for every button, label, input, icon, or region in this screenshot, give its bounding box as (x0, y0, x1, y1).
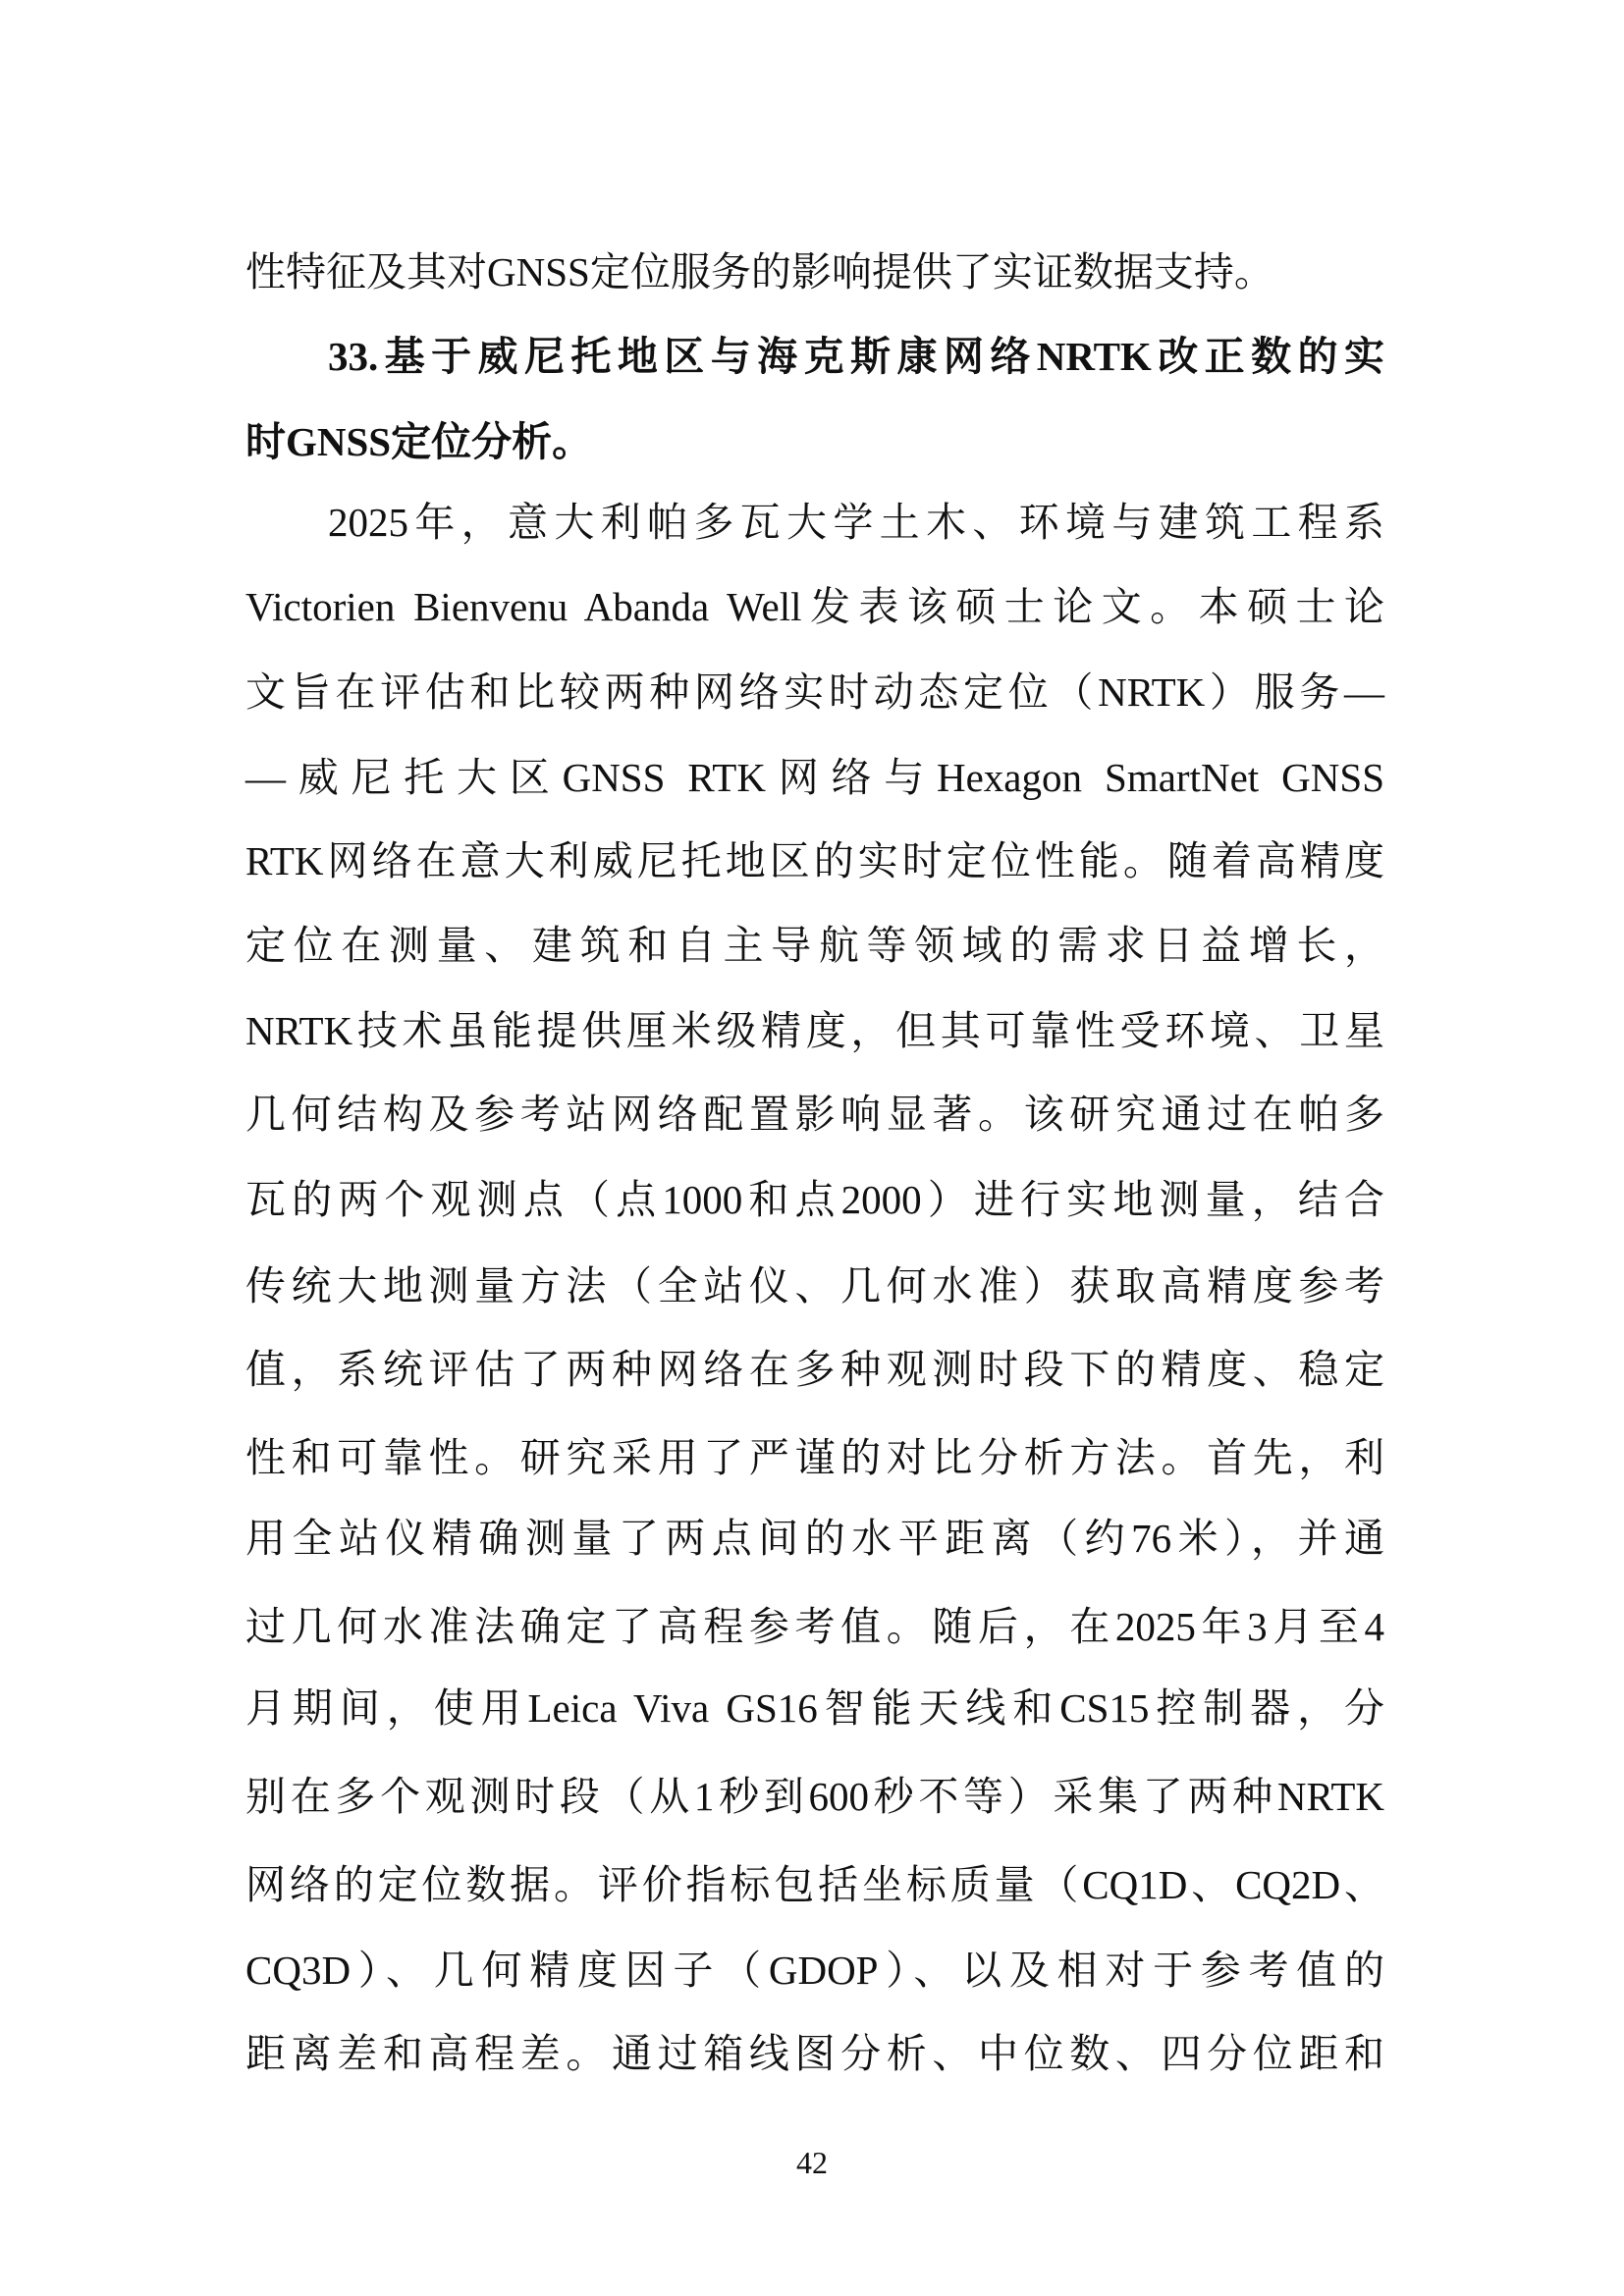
paragraph-line: 传统大地测量方法（全站仪、几何水准）获取高精度参考 (245, 1263, 1384, 1308)
paragraph-line: —威尼托大区GNSS RTK网络与Hexagon SmartNet GNSS (245, 755, 1384, 800)
paragraph-line: 距离差和高程差。通过箱线图分析、中位数、四分位距和 (245, 2031, 1384, 2076)
paragraph-line: 瓦的两个观测点（点1000和点2000）进行实地测量，结合 (245, 1177, 1384, 1222)
section-heading-line: 33.基于威尼托地区与海克斯康网络NRTK改正数的实 (328, 334, 1384, 379)
paragraph-line: RTK网络在意大利威尼托地区的实时定位性能。随着高精度 (245, 838, 1384, 883)
paragraph-line: 定位在测量、建筑和自主导航等领域的需求日益增长， (245, 923, 1384, 968)
paragraph-line: 文旨在评估和比较两种网络实时动态定位（NRTK）服务— (245, 669, 1384, 715)
paragraph-line: 性和可靠性。研究采用了严谨的对比分析方法。首先，利 (245, 1435, 1384, 1480)
paragraph-line: NRTK技术虽能提供厘米级精度，但其可靠性受环境、卫星 (245, 1008, 1384, 1053)
paragraph-line: 几何结构及参考站网络配置影响显著。该研究通过在帕多 (245, 1092, 1384, 1137)
paragraph-line: 2025年，意大利帕多瓦大学土木、环境与建筑工程系 (328, 500, 1384, 545)
paragraph-line: 过几何水准法确定了高程参考值。随后，在2025年3月至4 (245, 1604, 1384, 1649)
section-heading-line: 时GNSS定位分析。 (245, 419, 593, 464)
paragraph-line: 性特征及其对GNSS定位服务的影响提供了实证数据支持。 (245, 249, 1274, 294)
paragraph-line: 用全站仪精确测量了两点间的水平距离（约76米），并通 (245, 1516, 1384, 1561)
paragraph-line: Victorien Bienvenu Abanda Well发表该硕士论文。本硕士论 (245, 584, 1384, 629)
paragraph-line: 值，系统评估了两种网络在多种观测时段下的精度、稳定 (245, 1347, 1384, 1392)
page-number: 42 (796, 2145, 828, 2180)
paragraph-line: CQ3D）、几何精度因子（GDOP）、以及相对于参考值的 (245, 1948, 1384, 1993)
paragraph-line: 别在多个观测时段（从1秒到600秒不等）采集了两种NRTK (245, 1774, 1384, 1819)
paragraph-line: 月期间，使用Leica Viva GS16智能天线和CS15控制器，分 (245, 1685, 1384, 1731)
paragraph-line: 网络的定位数据。评价指标包括坐标质量（CQ1D、CQ2D、 (245, 1862, 1384, 1907)
